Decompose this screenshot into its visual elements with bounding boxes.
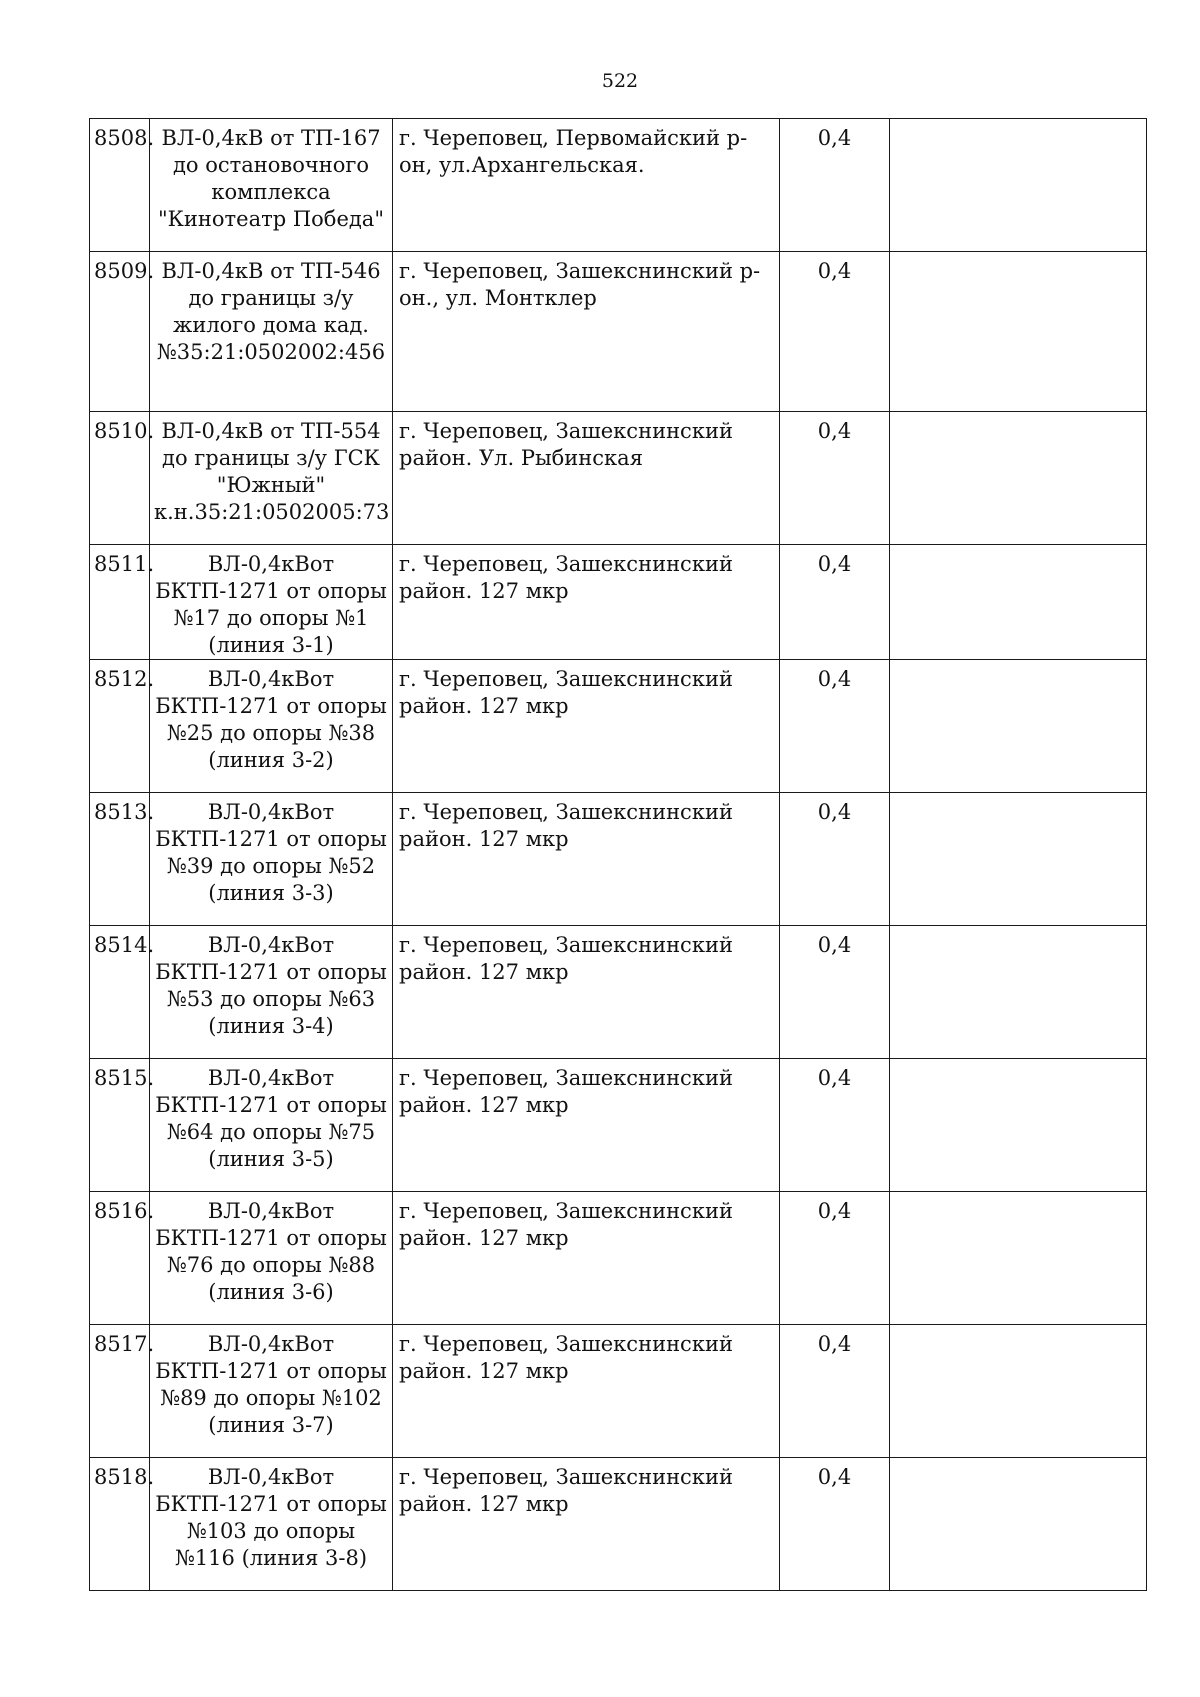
table-row [90, 412, 1147, 545]
table-row [90, 926, 1147, 1059]
line-name-cell: ВЛ-0,4кВот БКТП-1271 от опоры №39 до опоры №52 (линия 3-3) [150, 793, 393, 926]
line-name-cell: ВЛ-0,4кВ от ТП-554 до границы з/у ГСК "Южный" к.н.35:21:0502005:73 [150, 412, 393, 545]
row-number-cell: 8510. [90, 412, 150, 545]
address-cell: г. Череповец, Зашекснинский район. 127 мкр [393, 1192, 780, 1325]
table-row [90, 1059, 1147, 1192]
table-row [90, 119, 1147, 252]
table-row [90, 1458, 1147, 1591]
empty-cell [890, 119, 1147, 252]
table-row [90, 1325, 1147, 1458]
voltage-cell: 0,4 [780, 119, 890, 252]
line-name-cell: ВЛ-0,4кВот БКТП-1271 от опоры №103 до опоры №116 (линия 3-8) [150, 1458, 393, 1591]
row-number-cell: 8509. [90, 252, 150, 412]
address-cell: г. Череповец, Зашекснинский район. 127 мкр [393, 1325, 780, 1458]
line-name-cell: ВЛ-0,4кВот БКТП-1271 от опоры №17 до опоры №1 (линия 3-1) [150, 545, 393, 660]
table-row [90, 660, 1147, 793]
address-cell: г. Череповец, Зашекснинский район. 127 мкр [393, 545, 780, 660]
line-name-cell: ВЛ-0,4кВ от ТП-546 до границы з/у жилого дома кад.№35:21:0502002:456 [150, 252, 393, 412]
line-name-cell: ВЛ-0,4кВот БКТП-1271 от опоры №89 до опоры №102 (линия 3-7) [150, 1325, 393, 1458]
row-number-cell: 8517. [90, 1325, 150, 1458]
table-row [90, 545, 1147, 660]
voltage-cell: 0,4 [780, 1325, 890, 1458]
empty-cell [890, 1325, 1147, 1458]
empty-cell [890, 1192, 1147, 1325]
empty-cell [890, 412, 1147, 545]
row-number-cell: 8515. [90, 1059, 150, 1192]
voltage-cell: 0,4 [780, 660, 890, 793]
empty-cell [890, 926, 1147, 1059]
table-row [90, 1192, 1147, 1325]
empty-cell [890, 660, 1147, 793]
table-row [90, 252, 1147, 412]
row-number-cell: 8513. [90, 793, 150, 926]
address-cell: г. Череповец, Зашекснинский район. 127 мкр [393, 793, 780, 926]
row-number-cell: 8518. [90, 1458, 150, 1591]
row-number-cell: 8508. [90, 119, 150, 252]
empty-cell [890, 1059, 1147, 1192]
voltage-cell: 0,4 [780, 1059, 890, 1192]
address-cell: г. Череповец, Зашекснинский район. 127 мкр [393, 1059, 780, 1192]
power-line-registry-table [89, 118, 1147, 1591]
line-name-cell: ВЛ-0,4кВот БКТП-1271 от опоры №53 до опоры №63 (линия 3-4) [150, 926, 393, 1059]
page-number: 522 [601, 70, 639, 92]
empty-cell [890, 793, 1147, 926]
voltage-cell: 0,4 [780, 926, 890, 1059]
address-cell: г. Череповец, Зашекснинский район. 127 мкр [393, 660, 780, 793]
line-name-cell: ВЛ-0,4кВот БКТП-1271 от опоры №76 до опоры №88 (линия 3-6) [150, 1192, 393, 1325]
address-cell: г. Череповец, Зашекснинский район. Ул. Рыбинская [393, 412, 780, 545]
row-number-cell: 8516. [90, 1192, 150, 1325]
row-number-cell: 8514. [90, 926, 150, 1059]
address-cell: г. Череповец, Зашекснинский район. 127 мкр [393, 1458, 780, 1591]
voltage-cell: 0,4 [780, 793, 890, 926]
voltage-cell: 0,4 [780, 545, 890, 660]
row-number-cell: 8511. [90, 545, 150, 660]
voltage-cell: 0,4 [780, 252, 890, 412]
line-name-cell: ВЛ-0,4кВот БКТП-1271 от опоры №25 до опоры №38 (линия 3-2) [150, 660, 393, 793]
address-cell: г. Череповец, Зашекснинский район. 127 мкр [393, 926, 780, 1059]
address-cell: г. Череповец, Зашекснинский р-он., ул. Монтклер [393, 252, 780, 412]
voltage-cell: 0,4 [780, 412, 890, 545]
empty-cell [890, 545, 1147, 660]
voltage-cell: 0,4 [780, 1192, 890, 1325]
line-name-cell: ВЛ-0,4кВот БКТП-1271 от опоры №64 до опоры №75 (линия 3-5) [150, 1059, 393, 1192]
address-cell: г. Череповец, Первомайский р-он, ул.Архангельская. [393, 119, 780, 252]
empty-cell [890, 1458, 1147, 1591]
table-row [90, 793, 1147, 926]
line-name-cell: ВЛ-0,4кВ от ТП-167 до остановочного комплекса "Кинотеатр Победа" [150, 119, 393, 252]
voltage-cell: 0,4 [780, 1458, 890, 1591]
row-number-cell: 8512. [90, 660, 150, 793]
empty-cell [890, 252, 1147, 412]
